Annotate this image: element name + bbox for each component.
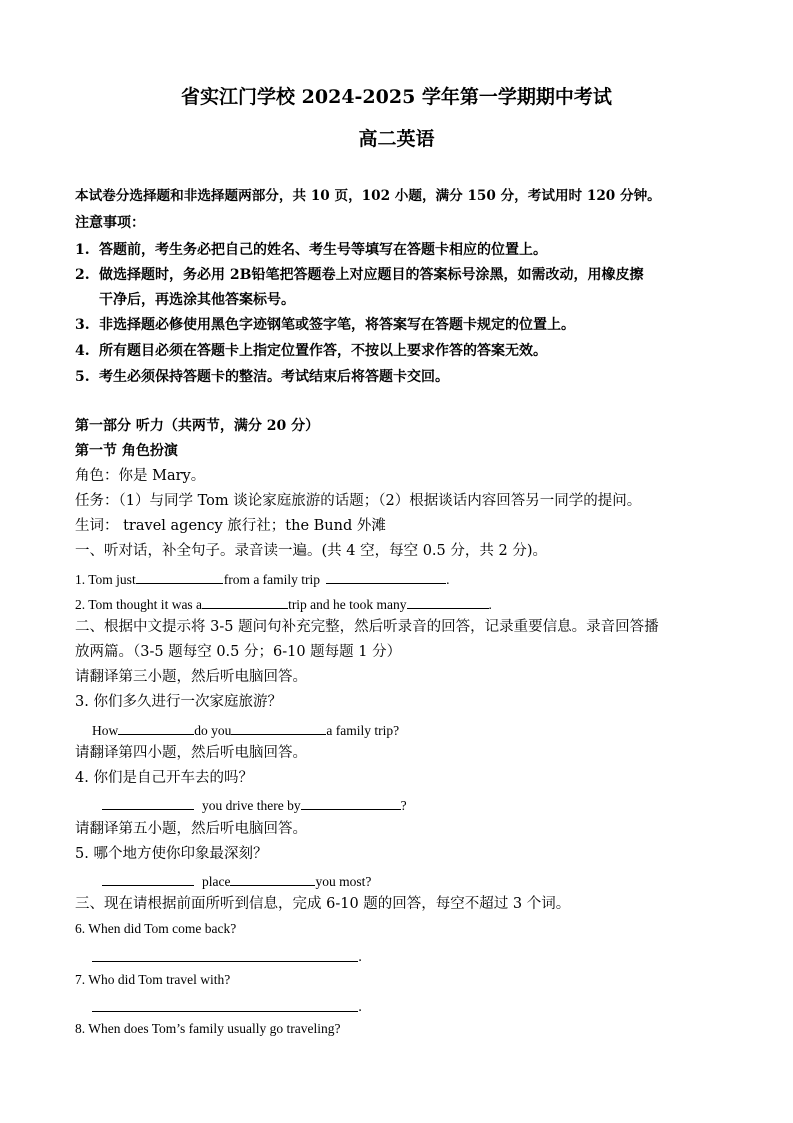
question-2 <box>75 596 492 612</box>
notice-text: 非选择题必修使用黑色字迹钢笔或签字笔，将答案写在答题卡规定的位置上。 <box>99 317 575 333</box>
question-4-chinese: 4. 你们是自己开车去的吗？ <box>75 770 253 786</box>
notice-item <box>75 243 547 257</box>
q5-text-b: place <box>202 874 231 889</box>
exam-title: 省实江门学校 2024-2025 学年第一学期期中考试 <box>181 86 612 108</box>
question-7: 7. Who did Tom travel with? <box>75 972 231 987</box>
q4-text-b: you drive there by <box>202 798 301 813</box>
q5-text-c: you most? <box>315 874 372 889</box>
vocab-line: 生词： travel agency 旅行社；the Bund 外滩 <box>75 518 386 534</box>
answer-blank[interactable] <box>231 722 326 735</box>
translate-instruction-3: 请翻译第三小题，然后听电脑回答。 <box>75 669 307 685</box>
role-line: 角色：你是 Mary。 <box>75 468 206 484</box>
translate-instruction-4: 请翻译第四小题，然后听电脑回答。 <box>75 745 307 761</box>
notice-item <box>75 370 449 384</box>
question-1 <box>75 571 449 587</box>
question-3-chinese: 3. 你们多久进行一次家庭旅游？ <box>75 694 282 710</box>
notice-text: 做选择题时，务必用 2B铅笔把答题卷上对应题目的答案标号涂黑，如需改动，用橡皮擦 <box>99 267 644 283</box>
answer-line-6[interactable] <box>92 960 358 962</box>
q3-text-b: do you <box>194 723 232 738</box>
answer-blank[interactable] <box>202 596 288 609</box>
q1-text-a: 1. Tom just <box>75 572 136 587</box>
q3-text-c: a family trip? <box>326 723 400 738</box>
q4-end: ? <box>400 798 407 813</box>
section1-heading: 第一节 角色扮演 <box>75 443 178 459</box>
task-line: 任务：（1）与同学 Tom 谈论家庭旅游的话题；（2）根据谈话内容回答另一同学的提问。 <box>75 493 642 509</box>
question-6: 6. When did Tom come back? <box>75 921 237 936</box>
notice-item <box>75 268 643 282</box>
q2-text-a: 2. Tom thought it was a <box>75 597 203 612</box>
question-4-english <box>102 797 407 813</box>
notice-num: 2. <box>75 267 90 283</box>
q1-end: . <box>446 572 450 587</box>
notice-text: 考生必须保持答题卡的整洁。考试结束后将答题卡交回。 <box>99 369 449 385</box>
question-5-chinese: 5. 哪个地方使你印象最深刻？ <box>75 846 268 862</box>
notice-num: 3. <box>75 317 90 333</box>
translate-instruction-5: 请翻译第五小题，然后听电脑回答。 <box>75 821 307 837</box>
answer-blank[interactable] <box>136 571 223 584</box>
answer-end-7: . <box>358 1000 363 1015</box>
answer-blank[interactable] <box>326 571 446 584</box>
question-8: 8. When does Tom’s family usually go traveling? <box>75 1021 341 1036</box>
exam-intro: 本试卷分选择题和非选择题两部分，共 10 页，102 小题，满分 150 分，考试用时 120 分钟。 <box>75 188 661 204</box>
answer-blank[interactable] <box>230 873 315 886</box>
q1-text-b: from a family trip <box>223 572 321 587</box>
q2-end: . <box>488 597 492 612</box>
question-5-english <box>102 873 371 889</box>
notice-heading: 注意事项： <box>75 215 145 231</box>
notice-item <box>75 344 547 358</box>
part1-heading: 第一部分 听力（共两节，满分 20 分） <box>75 418 320 434</box>
notice-item <box>75 293 295 307</box>
q3-text-a: How <box>92 723 119 738</box>
answer-end-6: . <box>358 950 363 965</box>
q-part2-heading-cont: 放两篇。（3-5 题每空 0.5 分；6-10 题每题 1 分） <box>75 644 402 660</box>
notice-text: 所有题目必须在答题卡上指定位置作答，不按以上要求作答的答案无效。 <box>99 343 547 359</box>
q-part1-heading: 一、听对话，补全句子。录音读一遍。(共 4 空，每空 0.5 分，共 2 分)。 <box>75 543 547 559</box>
notice-text: 干净后，再选涂其他答案标号。 <box>99 292 295 308</box>
q2-text-b: trip and he took many <box>288 597 407 612</box>
answer-blank[interactable] <box>407 596 489 609</box>
answer-line-7[interactable] <box>92 1010 358 1012</box>
q-part2-heading: 二、根据中文提示将 3-5 题问句补充完整，然后听录音的回答，记录重要信息。录音回答播 <box>75 619 659 635</box>
notice-num: 1. <box>75 242 90 258</box>
question-3-english <box>92 722 399 738</box>
notice-item <box>75 318 575 332</box>
answer-blank[interactable] <box>118 722 194 735</box>
notice-num: 4. <box>75 343 90 359</box>
notice-num: 5. <box>75 369 90 385</box>
answer-blank[interactable] <box>301 797 401 810</box>
answer-blank[interactable] <box>102 797 194 810</box>
answer-blank[interactable] <box>102 873 194 886</box>
q-part3-heading: 三、现在请根据前面所听到信息，完成 6-10 题的回答，每空不超过 3 个词。 <box>75 896 571 912</box>
notice-text: 答题前，考生务必把自己的姓名、考生号等填写在答题卡相应的位置上。 <box>99 242 547 258</box>
subject-title: 高二英语 <box>358 128 435 150</box>
